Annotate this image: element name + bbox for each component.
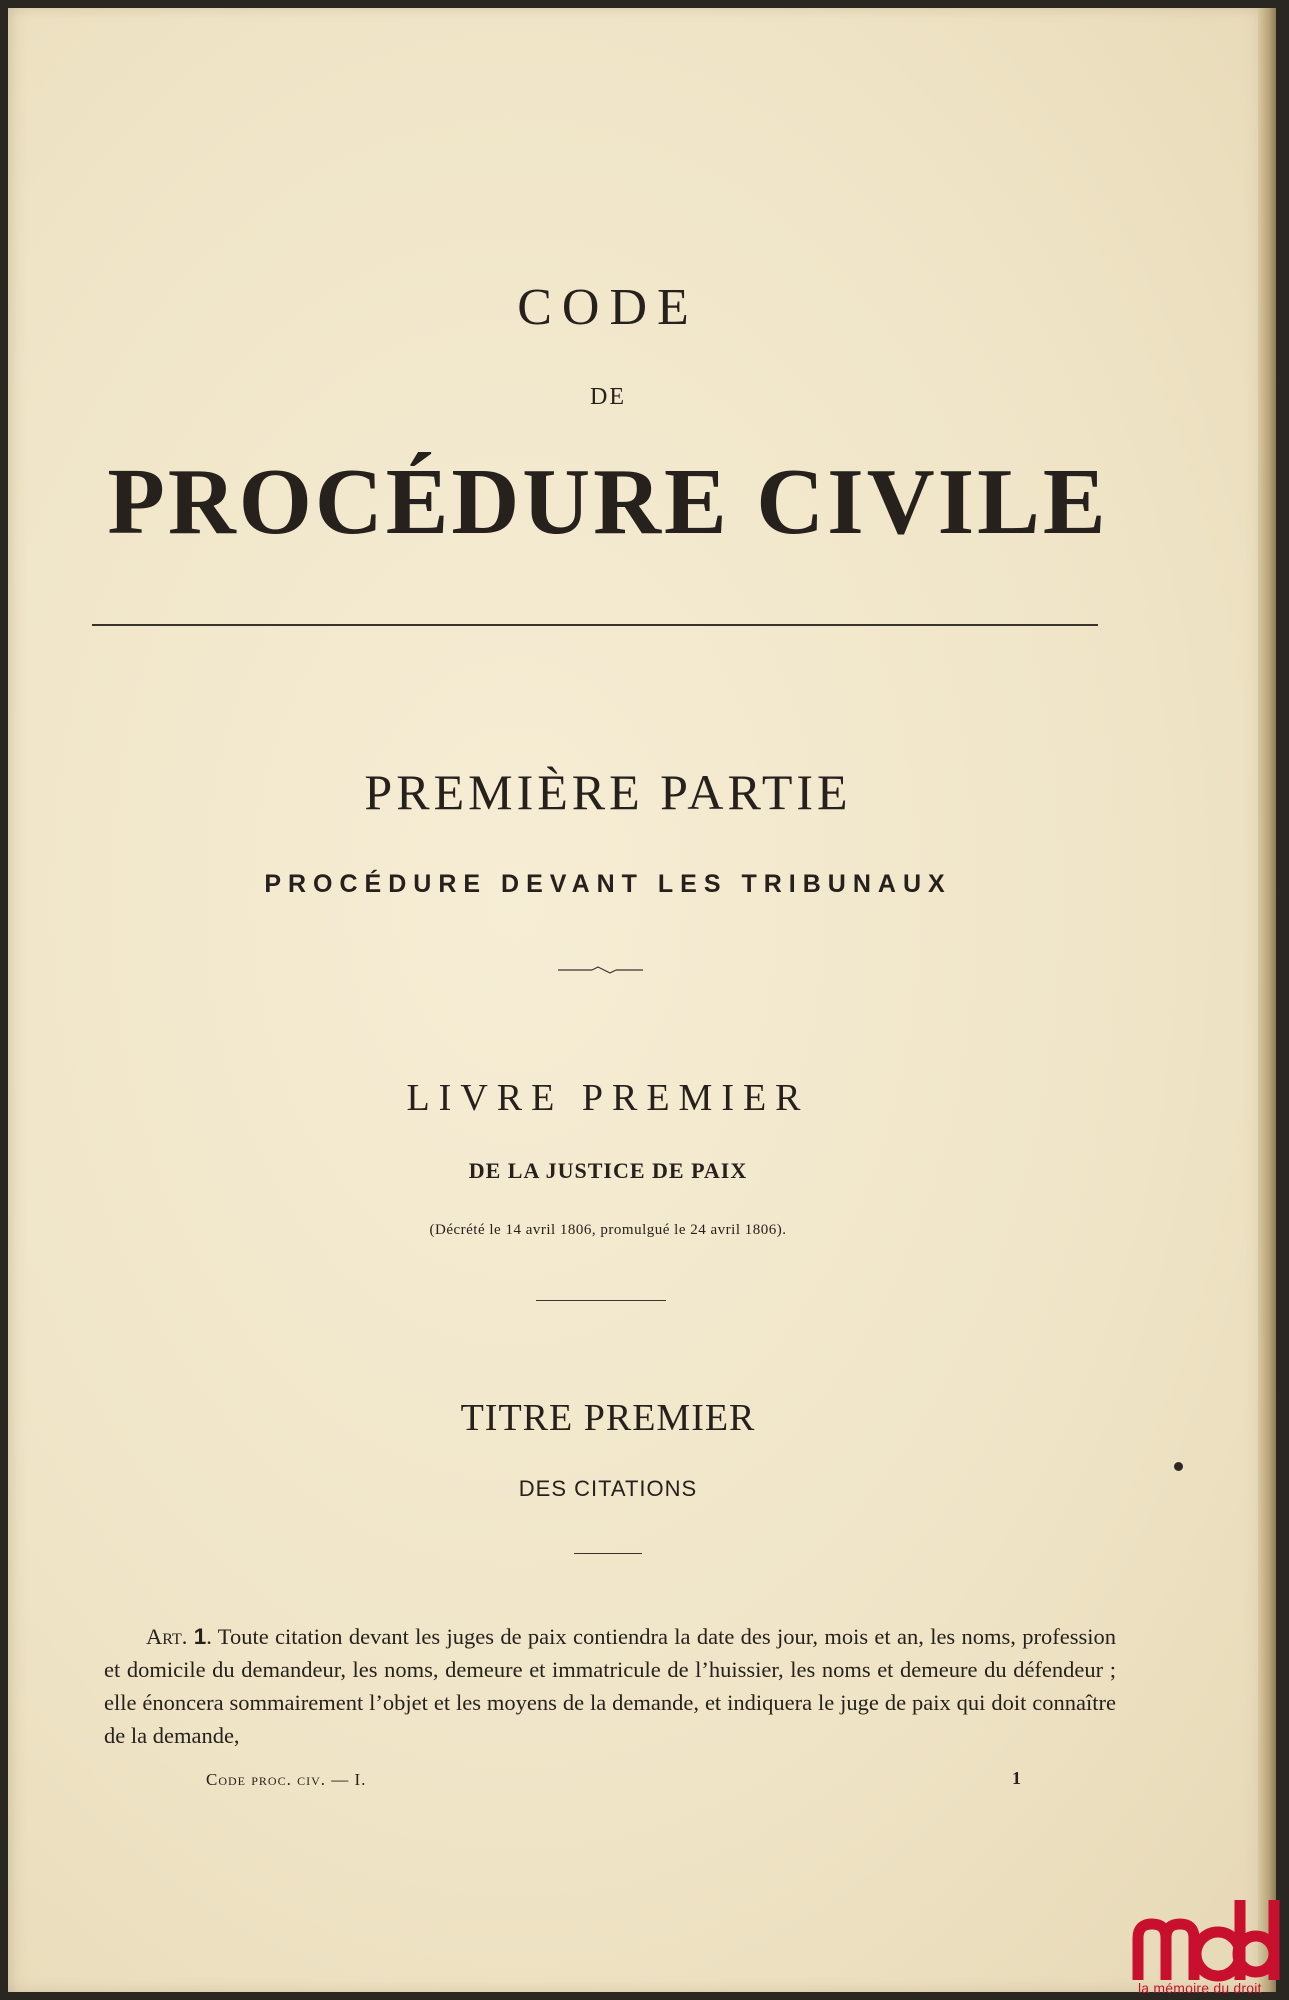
part-title: PREMIÈRE PARTIE xyxy=(364,764,852,820)
ink-spot xyxy=(1174,1462,1183,1471)
page-number: 1 xyxy=(1012,1768,1021,1788)
decree-note: (Décrété le 14 avril 1806, promulgué le 24 avril 1806). xyxy=(429,1222,787,1238)
titre-subtitle: DES CITATIONS xyxy=(518,1476,698,1501)
article-label: Art. xyxy=(146,1624,188,1649)
article-number: 1 xyxy=(193,1624,207,1649)
signature-mark: Code proc. civ. — I. xyxy=(206,1770,367,1789)
titre-rule xyxy=(574,1553,642,1554)
livre-title: LIVRE PREMIER xyxy=(406,1077,810,1119)
title-rule xyxy=(92,624,1098,626)
page-edge xyxy=(1258,8,1276,1992)
logo-caption: la mémoire du droit xyxy=(1138,1980,1262,1996)
article-1-paragraph xyxy=(104,1620,1116,1752)
main-title: PROCÉDURE CIVILE xyxy=(107,450,1109,554)
titre-title: TITRE PREMIER xyxy=(460,1397,756,1439)
article-text: . Toute citation devant les juges de paix contiendra la date des jour, mois et an, les noms, profession et domicile du demandeur, les noms, demeure et immatricule de l’huissier, les noms et demeure du défendeur ; elle énoncera sommairement l’objet et les moyens de la demande, et indiquera le juge de paix qui doit connaître de la demande, xyxy=(104,1624,1116,1748)
part-subtitle: PROCÉDURE DEVANT LES TRIBUNAUX xyxy=(264,870,952,898)
section-rule xyxy=(536,1300,666,1301)
code-heading: CODE xyxy=(517,279,699,336)
mdd-logo-icon xyxy=(1130,1880,1280,1990)
livre-subtitle: DE LA JUSTICE DE PAIX xyxy=(468,1158,748,1183)
de-heading: DE xyxy=(590,384,626,410)
ornament-divider xyxy=(558,966,643,974)
book-page xyxy=(8,8,1276,1992)
